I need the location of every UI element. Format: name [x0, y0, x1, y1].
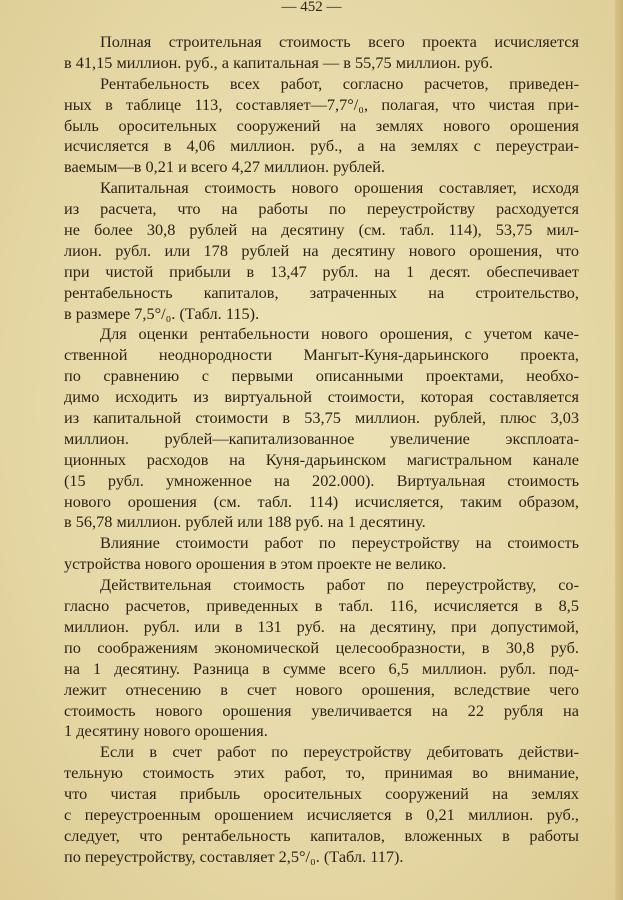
text-line: лион. рубл. или 178 рублей на десятину нового орошения, что — [64, 240, 579, 260]
text-line: с переустроенным орошением исчисляется в 0,21 миллион. руб., — [64, 804, 579, 824]
text-line: устройства нового орошения в этом проекте не велико. — [64, 554, 447, 574]
paragraph — [64, 742, 579, 867]
text-line: миллион. рублей—капитализованное увеличение эксплоата- — [64, 428, 579, 448]
text-line: Действительная стоимость работ по переустройству, со- — [100, 575, 579, 595]
text-line: нового орошения (см. табл. 114) исчисляется, таким образом, — [64, 491, 579, 511]
text-line: что чистая прибыль оросительных сооружений на землях — [64, 784, 579, 804]
text-line: по соображениям экономической целесообразности, в 30,8 руб. — [64, 637, 579, 657]
paragraph — [64, 575, 579, 742]
text-line: ционных расходов на Куня-дарьинском магистральном канале — [64, 449, 579, 469]
text-line: на 1 десятину. Разница в сумме всего 6,5 миллион. рубл. под- — [64, 658, 579, 678]
text-line: при чистой прибыли в 13,47 рубл. на 1 десят. обеспечивает — [64, 261, 579, 281]
text-line: из капитальной стоимости в 53,75 миллион. рублей, плюс 3,03 — [64, 408, 579, 428]
text-line: из расчета, что на работы по переустройству расходуется — [64, 199, 579, 219]
paragraph — [64, 533, 579, 575]
text-line: Если в счет работ по переустройству дебитовать действи- — [100, 742, 579, 762]
text-line: рентабельность капиталов, затраченных на строительство, — [64, 282, 579, 302]
text-line: 1 десятину нового орошения. — [64, 721, 268, 741]
text-line: быль оросительных сооружений на землях нового орошения — [64, 115, 579, 135]
text-line: исчисляется в 4,06 миллион. руб., а на землях с переустраи- — [64, 136, 579, 156]
text-line: в размере 7,5°/₀. (Табл. 115). — [64, 303, 260, 323]
text-line: не более 30,8 рублей на десятину (см. табл. 114), 53,75 мил- — [64, 220, 579, 240]
text-line: Капитальная стоимость нового орошения составляет, исходя — [100, 178, 579, 198]
page-number: — 452 — — [281, 0, 342, 15]
page-edge — [615, 0, 623, 900]
text-line: Рентабельность всех работ, согласно расчетов, приведен- — [100, 73, 579, 93]
paragraph — [64, 32, 579, 74]
text-line: стоимость нового орошения увеличивается на 22 рубля на — [64, 700, 579, 720]
text-line: димо исходить из виртуальной стоимости, которая составляется — [64, 387, 579, 407]
text-line: ваемым—в 0,21 и всего 4,27 миллион. рублей. — [64, 157, 385, 177]
text-line: (15 рубл. умноженное на 202.000). Виртуальная стоимость — [64, 470, 579, 490]
text-line: ственной неоднородности Мангыт-Куня-дарьинского проекта, — [64, 345, 579, 365]
text-line: по переустройству, составляет 2,5°/₀. (Табл. 117). — [64, 846, 404, 866]
text-line: тельную стоимость этих работ, то, принимая во внимание, — [64, 763, 579, 783]
text-line: гласно расчетов, приведенных в табл. 116, исчисляется в 8,5 — [64, 596, 579, 616]
text-line: ных в таблице 113, составляет—7,7°/₀, полагая, что чистая при- — [64, 94, 579, 114]
text-line: Влияние стоимости работ по переустройству на стоимость — [100, 533, 579, 553]
paragraph — [64, 74, 579, 178]
text-line: в 56,78 миллион. рублей или 188 руб. на 1 десятину. — [64, 512, 426, 532]
text-line: Полная строительная стоимость всего проекта исчисляется — [100, 32, 579, 51]
text-line: следует, что рентабельность капиталов, вложенных в работы — [64, 825, 579, 845]
text-line: миллион. рубл. или в 131 руб. на десятину, при допустимой, — [64, 616, 579, 636]
text-line: лежит отнесению в счет нового орошения, вследствие чего — [64, 679, 579, 699]
paragraph — [64, 324, 579, 533]
paragraph — [64, 178, 579, 324]
body-text — [64, 32, 579, 868]
text-line: по сравнению с первыми описанными проектами, необхо- — [64, 366, 579, 386]
text-line: в 41,15 миллион. руб., а капитальная — в 55,75 миллион. руб. — [64, 52, 493, 72]
text-line: Для оценки рентабельности нового орошения, с учетом каче- — [100, 324, 579, 344]
